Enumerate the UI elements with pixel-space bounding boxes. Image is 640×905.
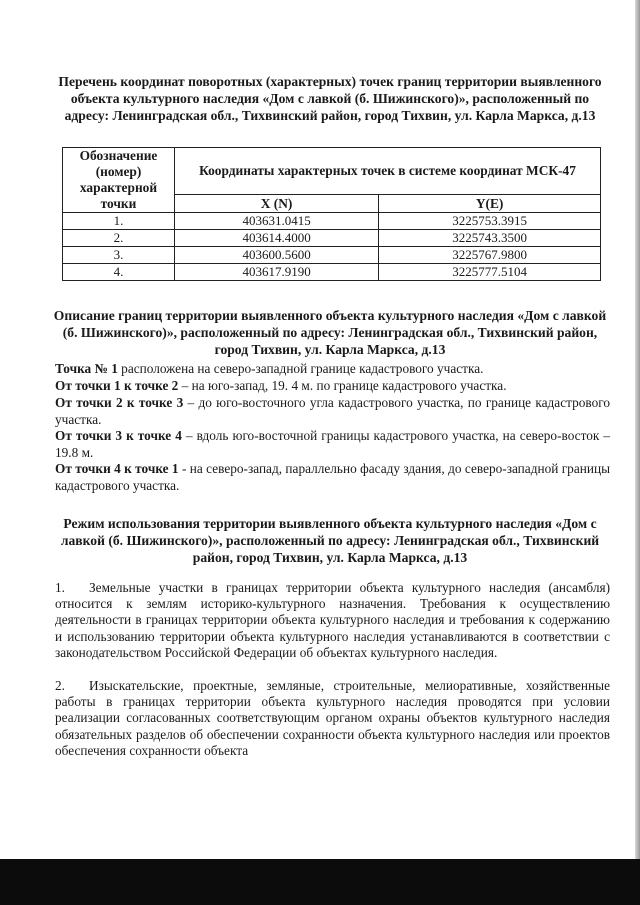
boundary-description-line — [55, 428, 610, 461]
table-header-row — [63, 148, 601, 195]
column-header-coordinates: Координаты характерных точек в системе координат МСК-47 — [175, 148, 601, 195]
boundary-description-line — [55, 378, 610, 395]
x-coordinate-cell: 403617.9190 — [175, 264, 379, 281]
point-number-cell: 1. — [63, 213, 175, 230]
description-text: - на северо-запад, параллельно фасаду здания, до северо-западной границы кадастрового участка. — [55, 461, 611, 493]
description-text: – до юго-восточного угла кадастрового участка, по границе кадастрового участка. — [55, 395, 610, 427]
description-lead: От точки 1 к точке 2 — [55, 378, 179, 393]
scan-edge-shadow — [635, 0, 640, 905]
description-text: расположена на северо-западной границе кадастрового участка. — [117, 361, 484, 376]
column-header-x: X (N) — [175, 195, 379, 213]
y-coordinate-cell: 3225777.5104 — [379, 264, 601, 281]
paragraph-number: 1. — [55, 580, 65, 595]
usage-regime-paragraph — [55, 580, 610, 661]
description-text: – на юго-запад, 19. 4 м. по границе кадастрового участка. — [178, 378, 507, 393]
x-coordinate-cell: 403600.5600 — [175, 247, 379, 264]
y-coordinate-cell: 3225753.3915 — [379, 213, 601, 230]
description-lead: От точки 3 к точке 4 — [55, 428, 182, 443]
description-lead: От точки 4 к точке 1 — [55, 461, 179, 476]
usage-regime-heading: Режим использования территории выявленного объекта культурного наследия «Дом с лавкой (б. Шижинского)», расположенный по адресу: Ленинградская обл., Тихвинский район, город Тихвин, ул. Карла Маркса, д.13 — [60, 516, 600, 565]
paragraph-text: Изыскательские, проектные, земляные, строительные, мелиоративные, хозяйственные работы в границах территории объекта культурного наследия проводятся при условии реализации согласованных соответствующим органом охраны объектов культурного наследия обязательных разделов об обеспечении сохранности объекта культурного наследия или проектов обеспечения сохранности объекта — [55, 678, 610, 758]
column-header-y: Y(E) — [379, 195, 601, 213]
x-coordinate-cell: 403631.0415 — [175, 213, 379, 230]
boundary-description-heading: Описание границ территории выявленного объекта культурного наследия «Дом с лавкой (б. Шижинского)», расположенный по адресу: Ленинградская обл., Тихвинский район, город Тихвин, ул. Карла Маркса, д.13 — [53, 308, 607, 357]
description-lead: От точки 2 к точке 3 — [55, 395, 184, 410]
boundary-description-line — [55, 395, 610, 428]
usage-regime-paragraph — [55, 678, 610, 759]
table-row — [63, 213, 601, 230]
boundary-description-line — [55, 461, 610, 494]
table-row — [63, 230, 601, 247]
table-row — [63, 264, 601, 281]
description-text: – вдоль юго-восточной границы кадастрового участка, на северо-восток – 19.8 м. — [55, 428, 611, 460]
x-coordinate-cell: 403614.4000 — [175, 230, 379, 247]
y-coordinate-cell: 3225743.3500 — [379, 230, 601, 247]
point-number-cell: 2. — [63, 230, 175, 247]
description-lead: Точка № 1 — [55, 361, 118, 376]
point-number-cell: 3. — [63, 247, 175, 264]
paragraph-number: 2. — [55, 678, 65, 693]
boundary-description-line — [55, 361, 610, 378]
coordinates-table — [62, 147, 601, 281]
paragraph-text: Земельные участки в границах территории объекта культурного наследия (ансамбля) относится к землям историко-культурного назначения. Требования к осуществлению деятельности в границах территории объекта культурного наследия и требования к содержанию и использованию территории объекта культурного наследия устанавливаются в соответствии с законодательством Российской Федерации об объектах культурного наследия. — [55, 580, 610, 660]
table-row — [63, 247, 601, 264]
point-number-cell: 4. — [63, 264, 175, 281]
y-coordinate-cell: 3225767.9800 — [379, 247, 601, 264]
coordinates-list-heading: Перечень координат поворотных (характерных) точек границ территории выявленного объекта культурного наследия «Дом с лавкой (б. Шижинского)», расположенный по адресу: Ленинградская обл., Тихвинский район, город Тихвин, ул. Карла Маркса, д.13 — [58, 74, 602, 123]
column-header-point-number: Обозначение (номер) характерной точки — [63, 148, 175, 213]
scan-bottom-border — [0, 859, 640, 905]
